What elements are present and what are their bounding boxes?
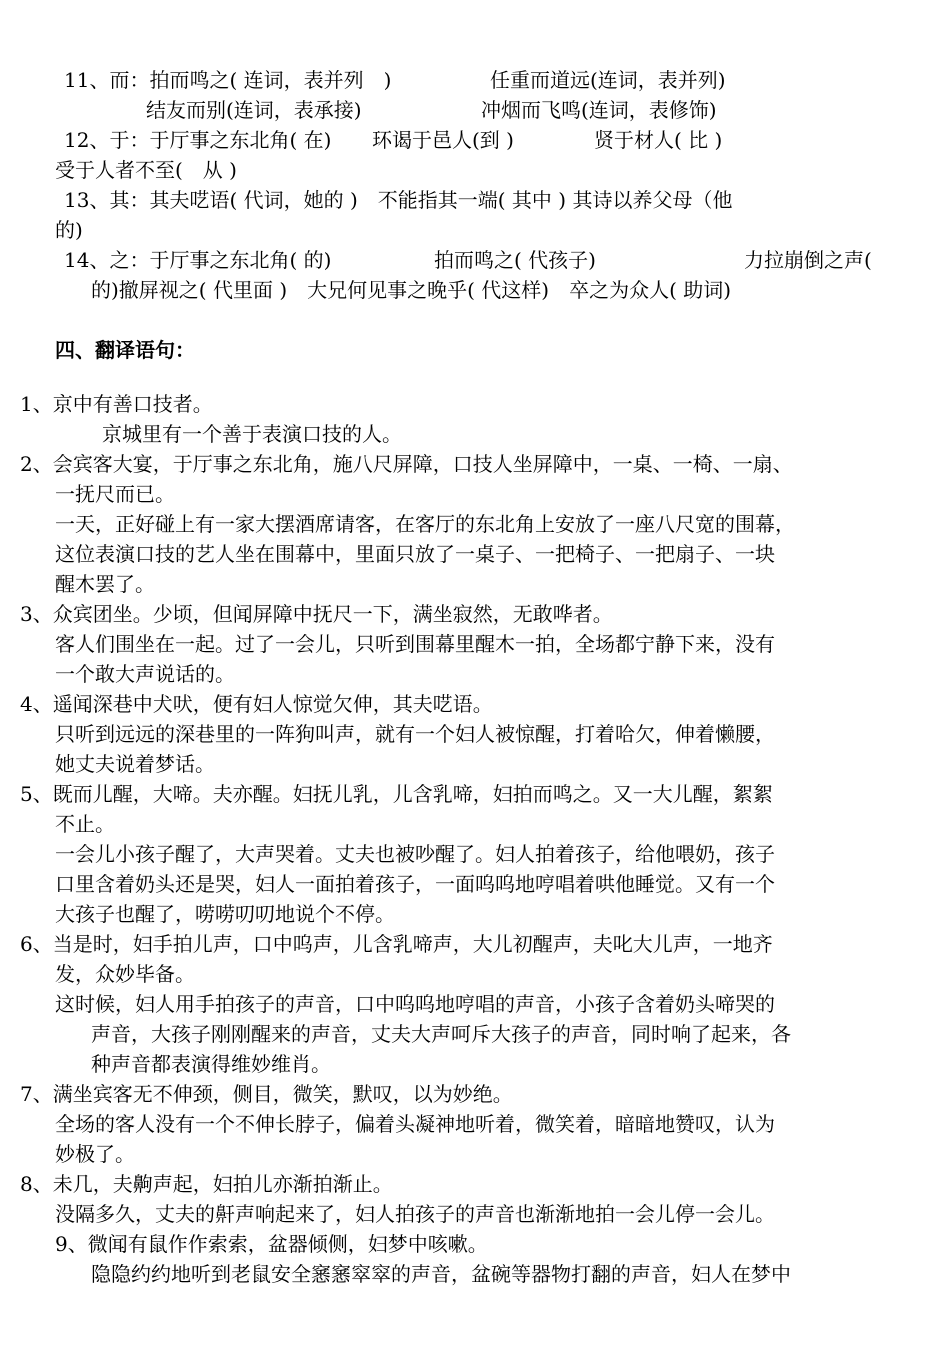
item-2-translation-line3: 醒木罢了。	[55, 572, 155, 596]
item-2-translation-line2: 这位表演口技的艺人坐在围幕中，里面只放了一桌子、一把椅子、一把扇子、一块	[55, 542, 775, 566]
item-5-translation-line3: 大孩子也醒了，唠唠叨叨地说个不停。	[55, 902, 395, 926]
item-4-translation-line1: 只听到远远的深巷里的一阵狗叫声，就有一个妇人被惊醒，打着哈欠，伸着懒腰，	[55, 722, 775, 746]
word-zhi-line1-b: 拍而鸣之( 代孩子)	[434, 248, 596, 272]
word-zhi-line2: 的)撤屏视之( 代里面 ) 大兄何见事之晚乎( 代这样) 卒之为众人( 助词)	[91, 278, 732, 302]
item-1-translation: 京城里有一个善于表演口技的人。	[102, 422, 402, 446]
item-7-source: 7、满坐宾客无不伸颈，侧目，微笑，默叹，以为妙绝。	[20, 1082, 513, 1106]
item-3-translation-line1: 客人们围坐在一起。过了一会儿，只听到围幕里醒木一拍，全场都宁静下来，没有	[55, 632, 775, 656]
word-zhi-line1-c: 力拉崩倒之声(	[744, 248, 872, 272]
word-er-item4: 冲烟而飞鸣(连词，表修饰)	[481, 98, 717, 122]
item-6-source-line2: 发，众妙毕备。	[55, 962, 195, 986]
item-8-translation: 没隔多久，丈夫的鼾声响起来了，妇人拍孩子的声音也渐渐地拍一会儿停一会儿。	[55, 1202, 775, 1226]
word-yu-item4: 受于人者不至( 从 )	[55, 158, 237, 182]
item-9-translation: 隐隐约约地听到老鼠安全窸窸窣窣的声音，盆碗等器物打翻的声音，妇人在梦中	[91, 1262, 791, 1286]
item-6-translation-line3: 种声音都表演得维妙维肖。	[91, 1052, 331, 1076]
item-6-source-line1: 6、当是时，妇手拍儿声，口中呜声，儿含乳啼声，大儿初醒声，夫叱大儿声，一地齐	[20, 932, 773, 956]
word-zhi-line1-a: 14、之：于厅事之东北角( 的)	[64, 248, 332, 272]
word-er-item3: 结友而别(连词，表承接)	[146, 98, 362, 122]
item-3-source: 3、众宾团坐。少顷，但闻屏障中抚尺一下，满坐寂然，无敢哗者。	[20, 602, 613, 626]
item-5-translation-line2: 口里含着奶头还是哭，妇人一面拍着孩子，一面呜呜地哼唱着哄他睡觉。又有一个	[55, 872, 775, 896]
word-er-item2: 任重而道远(连词，表并列)	[490, 68, 726, 92]
word-qi-line1: 13、其：其夫呓语( 代词，她的 ) 不能指其一端( 其中 ) 其诗以养父母（他	[64, 188, 733, 212]
item-4-source: 4、遥闻深巷中犬吠，便有妇人惊觉欠伸，其夫呓语。	[20, 692, 493, 716]
item-5-translation-line1: 一会儿小孩子醒了，大声哭着。丈夫也被吵醒了。妇人拍着孩子，给他喂奶，孩子	[55, 842, 775, 866]
item-5-source-line2: 不止。	[55, 812, 115, 836]
item-4-translation-line2: 她丈夫说着梦话。	[55, 752, 215, 776]
item-2-source-line1: 2、会宾客大宴，于厅事之东北角，施八尺屏障，口技人坐屏障中，一桌、一椅、一扇、	[20, 452, 793, 476]
word-yu-item3: 贤于材人( 比 )	[594, 128, 723, 152]
item-2-source-line2: 一抚尺而已。	[55, 482, 175, 506]
item-6-translation-line1: 这时候，妇人用手拍孩子的声音，口中呜呜地哼唱的声音，小孩子含着奶头啼哭的	[55, 992, 775, 1016]
item-8-source: 8、未几，夫齁声起，妇拍儿亦渐拍渐止。	[20, 1172, 393, 1196]
item-2-translation-line1: 一天，正好碰上有一家大摆酒席请客，在客厅的东北角上安放了一座八尺宽的围幕，	[55, 512, 795, 536]
word-yu-label: 12、于：于厅事之东北角( 在)	[64, 128, 332, 152]
section-title: 四、翻译语句：	[55, 338, 195, 362]
item-1-source: 1、京中有善口技者。	[20, 392, 213, 416]
word-er-label: 11、而：拍而鸣之( 连词，表并列 )	[64, 68, 392, 92]
item-9-source: 9、微闻有鼠作作索索，盆器倾侧，妇梦中咳嗽。	[55, 1232, 488, 1256]
item-6-translation-line2: 声音，大孩子刚刚醒来的声音，丈夫大声呵斥大孩子的声音，同时响了起来，各	[91, 1022, 791, 1046]
word-qi-line2: 的)	[55, 218, 83, 242]
item-7-translation-line2: 妙极了。	[55, 1142, 135, 1166]
item-3-translation-line2: 一个敢大声说话的。	[55, 662, 235, 686]
word-yu-item2: 环谒于邑人(到 )	[372, 128, 514, 152]
item-5-source-line1: 5、既而儿醒，大啼。夫亦醒。妇抚儿乳，儿含乳啼，妇拍而鸣之。又一大儿醒，絮絮	[20, 782, 773, 806]
item-7-translation-line1: 全场的客人没有一个不伸长脖子，偏着头凝神地听着，微笑着，暗暗地赞叹，认为	[55, 1112, 775, 1136]
